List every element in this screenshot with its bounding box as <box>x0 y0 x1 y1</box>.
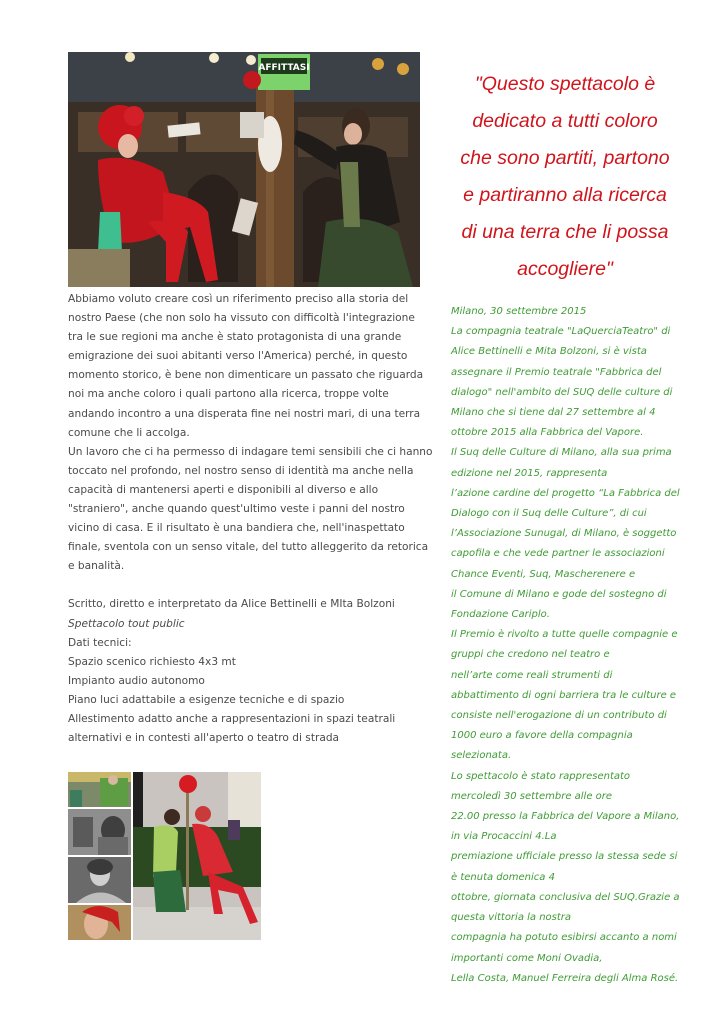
sign-text: AFFITTASI <box>258 63 310 73</box>
left-column-text <box>68 290 433 748</box>
news-line: selezionata. <box>451 750 512 762</box>
news-line: Il Premio è rivolto a tutte quelle compagnie e <box>451 629 678 641</box>
quote-line: dedicato a tutti coloro <box>472 110 658 132</box>
news-line: ottobre, giornata conclusiva del SUQ.Grazie a <box>451 891 680 903</box>
text-line: andando incontro a una disperata fine nei nostri mari, di una terra <box>68 407 421 420</box>
stage-photo-illustration <box>68 52 420 287</box>
news-line: 1000 euro a favore della compagnia <box>451 730 633 742</box>
news-line: Lella Costa, Manuel Ferreira degli Alma Rosé. <box>451 972 679 984</box>
second-paragraph <box>68 443 433 577</box>
collage-thumb-4 <box>68 905 131 940</box>
dedication-quote <box>440 66 690 288</box>
stage-light <box>246 55 256 65</box>
news-line: importanti come Moni Ovadia, <box>451 952 603 964</box>
stage-light <box>125 52 135 62</box>
quote-line: e partiranno alla ricerca <box>463 184 667 206</box>
news-line: è tenuta domenica 4 <box>451 871 555 883</box>
stage-light <box>209 53 219 63</box>
news-line: La compagnia teatrale "LaQuerciaTeatro" di <box>451 326 671 338</box>
credits: Scritto, diretto e interpretato da Alice Bettinelli e MIta Bolzoni <box>68 598 395 611</box>
tech-list <box>68 653 430 748</box>
text-line: emigrazione dei suoi abitanti verso l'America) perché, in questo <box>68 350 408 363</box>
news-line: questa vittoria la nostra <box>451 912 572 924</box>
news-line: Lo spettacolo è stato rappresentato <box>451 770 631 782</box>
news-line: il Comune di Milano e gode del sostegno di <box>451 588 667 600</box>
audience: Spettacolo tout public <box>68 617 185 630</box>
news-line: nell’arte come reali strumenti di <box>451 669 613 681</box>
news-line: in via Procaccini 4.La <box>451 831 557 843</box>
text-line: tra le sue regioni ma anche è stato protagonista di una grande <box>68 331 402 344</box>
news-line: compagnia ha potuto esibirsi accanto a nomi <box>451 932 677 944</box>
stage-light <box>397 63 409 75</box>
text-line: "straniero", anche quando quest'ultimo veste i panni del nostro <box>68 503 405 516</box>
photo-collage <box>68 772 261 940</box>
news-line: consiste nell'erogazione di un contributo di <box>451 710 667 722</box>
intro-paragraph <box>68 290 430 443</box>
collage-thumb-3 <box>68 857 131 903</box>
stage-light <box>372 58 384 70</box>
news-line: Milano, 30 settembre 2015 <box>451 306 587 317</box>
quote-line: che sono partiti, partono <box>460 147 670 169</box>
news-line: Il Suq delle Culture di Milano, alla sua prima <box>451 447 672 459</box>
tech-item: alternativi e in contesti all'aperto o teatro di strada <box>68 732 340 745</box>
text-line: e banalità. <box>68 560 125 573</box>
news-line: l’Associazione Sunugal, di Milano, è soggetto <box>451 528 677 540</box>
text-line: finale, sventola con un senso vitale, del tutto alleggerito da retorica <box>68 541 429 554</box>
text-line: vicino di casa. E il risultato è una bandiera che, nell'inaspettato <box>68 522 405 535</box>
stage-photo <box>68 52 420 287</box>
news-line: Fondazione Cariplo. <box>451 609 550 621</box>
news-line: premiazione ufficiale presso la stessa sede si <box>451 851 678 863</box>
news-line: ottobre 2015 alla Fabbrica del Vapore. <box>451 427 644 439</box>
news-line: Dialogo con il Suq delle Culture”, di cui <box>451 508 647 520</box>
tech-item: Spazio scenico richiesto 4x3 mt <box>68 655 236 668</box>
news-line: Chance Eventi, Suq, Mascherenere e <box>451 568 636 580</box>
quote-line: di una terra che li possa <box>461 221 669 243</box>
text-line: comune che li accolga. <box>68 426 190 439</box>
tech-item: Piano luci adattabile a esigenze tecniche e di spazio <box>68 693 345 706</box>
news-line: mercoledì 30 settembre alle ore <box>451 790 613 802</box>
tech-item: Allestimento adatto anche a rappresentazioni in spazi teatrali <box>68 712 396 725</box>
tech-item: Impianto audio autonomo <box>68 674 205 687</box>
text-line: capacità di mantenersi aperti e disponibili al diverso e allo <box>68 483 379 496</box>
news-line: Milano che si tiene dal 27 settembre al 4 <box>451 407 656 419</box>
text-line: nostro Paese (che non solo ha vissuto con difficoltà l'integrazione <box>68 312 415 325</box>
news-line: l’azione cardine del progetto “La Fabbrica del <box>451 487 680 499</box>
news-line: gruppi che credono nel teatro e <box>451 649 610 661</box>
text-line: noi ma anche coloro i quali partono alla ricerca, troppe volte <box>68 388 389 401</box>
text-line: Abbiamo voluto creare così un riferimento preciso alla storia del <box>68 293 409 305</box>
quote-line: accogliere" <box>517 258 613 280</box>
text-line: toccato nel profondo, nel nostro senso di identità ma anche nella <box>68 464 414 477</box>
award-news <box>451 302 716 989</box>
spacer <box>68 576 430 595</box>
news-line: Alice Bettinelli e Mita Bolzoni, si è vista <box>451 346 647 358</box>
news-line: 22.00 presso la Fabbrica del Vapore a Milano, <box>451 811 680 823</box>
tech-heading: Dati tecnici: <box>68 636 132 649</box>
news-line: edizione nel 2015, rappresenta <box>451 467 608 479</box>
collage-illustration <box>68 772 261 940</box>
collage-thumb-1 <box>68 772 131 807</box>
news-line: abbattimento di ogni barriera tra le culture e <box>451 689 677 701</box>
text-line: Un lavoro che ci ha permesso di indagare temi sensibili che ci hanno <box>68 445 433 458</box>
news-line: assegnare il Premio teatrale "Fabbrica del <box>451 366 662 378</box>
text-line: momento storico, è bene non dimenticare un passato che riguarda <box>68 369 424 382</box>
collage-main-photo <box>133 772 261 940</box>
news-line: capofila e che vede partner le associazioni <box>451 548 665 560</box>
collage-thumb-2 <box>68 809 131 855</box>
quote-line: "Questo spettacolo è <box>474 73 656 95</box>
news-line: dialogo" nell'ambito del SUQ delle culture di <box>451 386 673 398</box>
